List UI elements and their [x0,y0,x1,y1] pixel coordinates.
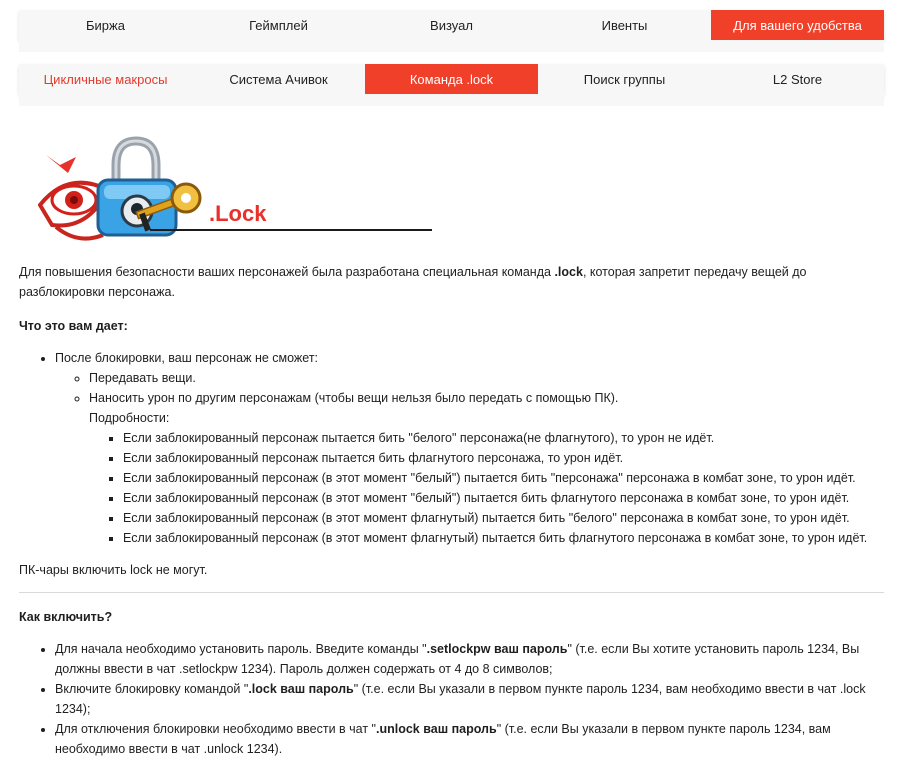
list-item [55,719,885,759]
banner-underline [150,229,432,231]
step-text: Для отключения блокировки необходимо ввести в чат " [55,722,376,736]
benefits-list [19,348,889,548]
list-item [55,348,889,548]
restrictions-list [55,368,889,548]
list-item: ▪ Если заблокированный персонаж (в этот момент флагнутый) пытается бить "белого" персонажа в комбат зоне, то урон идёт. [123,508,889,528]
tab-visual[interactable]: Визуал [430,17,473,33]
banner-title: .Lock [209,201,267,226]
step-text: " (т.е. если Вы указали в первом пункте пароль 1234, вам необходимо ввести в чат .unlock 1234). [55,722,831,756]
step-text: Для начала необходимо установить пароль. Введите команды " [55,642,427,656]
step-command: .setlockpw ваш пароль [426,642,568,656]
tab-group-search[interactable]: Поиск группы [583,71,666,87]
sub-nav-shelf [19,94,884,106]
restriction-text: Наносить урон по другим персонажам (чтобы вещи нельзя было передать с помощью ПК). [89,391,619,405]
step-command: .lock ваш пароль [248,682,354,696]
section-divider [19,592,884,593]
details-label: Подробности: [89,411,170,425]
after-lock-text: После блокировки, ваш персонаж не сможет: [55,351,319,365]
details-list [89,428,889,548]
lock-banner-image [38,135,438,250]
step-text: " (т.е. если Вы указали в первом пункте пароль 1234, вам необходимо ввести в чат .lock 1234); [55,682,866,716]
list-item [55,679,885,719]
list-item [89,388,889,548]
list-item: ▪ Если заблокированный персонаж (в этот момент флагнутый) пытается бить флагнутого персонажа в комбат зоне, то урон идёт. [123,528,889,548]
list-item: ▪ Если заблокированный персонаж (в этот момент "белый") пытается бить флагнутого персонажа в комбат зоне, то урон идёт. [123,488,889,508]
list-item: ▪ Если заблокированный персонаж пытается бить "белого" персонажа(не флагнутого), то урон не идёт. [123,428,889,448]
tab-events[interactable]: Ивенты [601,17,648,33]
padlock-icon [98,141,176,235]
tab-birzha[interactable]: Биржа [86,17,125,33]
top-nav [19,10,884,40]
list-item: ◦ Передавать вещи. [89,368,889,388]
intro-text-before: Для повышения безопасности ваших персонажей была разработана специальная команда [19,265,555,279]
step-text: Включите блокировку командой " [55,682,249,696]
tab-achievements[interactable]: Система Ачивок [229,71,328,87]
section-heading-how: Как включить? [19,610,113,624]
tab-macros[interactable]: Цикличные макросы [43,71,168,87]
step-command: .unlock ваш пароль [376,722,497,736]
sub-nav [19,64,884,94]
article-content [19,262,889,759]
tab-l2-store[interactable]: L2 Store [772,71,823,87]
list-item: ▪ Если заблокированный персонаж пытается бить флагнутого персонажа, то урон идёт. [123,448,889,468]
intro-text-after: , которая запретит передачу вещей до разблокировки персонажа. [19,265,807,299]
pk-note: ПК-чары включить lock не могут. [19,563,208,577]
tab-lock-command[interactable]: Команда .lock [365,64,538,94]
section-heading-benefits: Что это вам дает: [19,319,128,333]
intro-command: .lock [554,265,583,279]
how-to-list [19,639,885,759]
intro-paragraph [19,262,879,302]
tab-gameplay[interactable]: Геймплей [249,17,308,33]
top-nav-shelf [19,40,884,52]
step-text: " (т.е. если Вы хотите установить пароль 1234, Вы должны ввести в чат .setlockpw 1234). Пароль должен содержать от 4 до 8 символов; [55,642,860,676]
list-item: ▪ Если заблокированный персонаж (в этот момент "белый") пытается бить "персонажа" персонажа в комбат зоне, то урон идёт. [123,468,889,488]
tab-convenience[interactable]: Для вашего удобства [711,10,884,40]
list-item [55,639,885,679]
